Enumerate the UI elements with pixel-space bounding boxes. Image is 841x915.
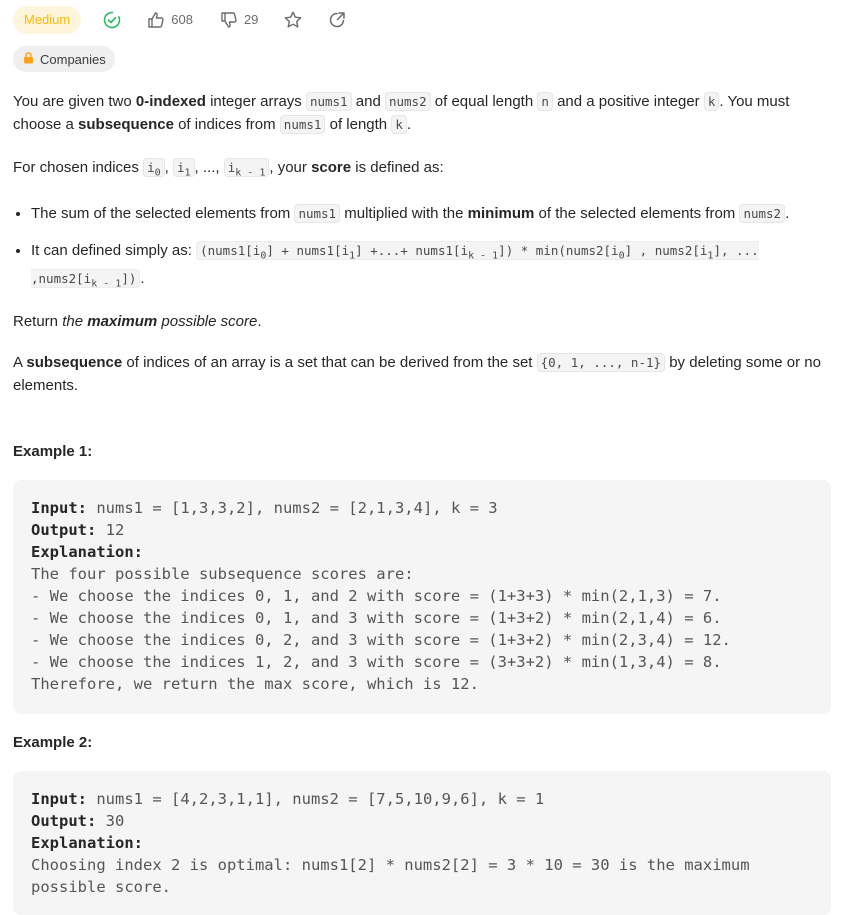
code-text: ] +...+ nums1[i — [355, 242, 469, 258]
star-icon — [283, 10, 303, 30]
example-output-line — [31, 810, 813, 832]
subscript: 1 — [349, 250, 356, 261]
companies-tag[interactable] — [13, 46, 115, 72]
code-text: ], ... ,nums2[i — [31, 242, 759, 286]
explanation-text: The four possible subsequence scores are: — [31, 565, 414, 583]
output-label: Output: — [31, 521, 97, 539]
inline-code — [143, 158, 165, 177]
list-item — [31, 202, 828, 225]
input-value: nums1 = [1,3,3,2], nums2 = [2,1,3,4], k = 3 — [87, 499, 498, 517]
text: and a positive integer — [552, 93, 704, 110]
explanation-text: - We choose the indices 0, 2, and 3 with score = (1+3+2) * min(2,3,4) = 12. — [31, 631, 731, 649]
text: A — [13, 353, 27, 371]
inline-code: k — [704, 92, 720, 111]
example-input-line — [31, 497, 813, 519]
text: of the selected elements from — [534, 204, 740, 222]
example-explanation-line — [31, 541, 813, 563]
code-text: i — [176, 160, 185, 175]
inline-code — [173, 158, 195, 177]
share-button[interactable] — [328, 11, 346, 29]
thumbs-up-icon — [147, 11, 165, 29]
score-definition-list — [13, 202, 828, 296]
indices-paragraph — [13, 156, 828, 185]
explanation-text: - We choose the indices 0, 1, and 3 with score = (1+3+2) * min(2,1,4) = 6. — [31, 609, 722, 627]
input-label: Input: — [31, 790, 87, 808]
text: by deleting some or no elements. — [13, 353, 821, 394]
text: . You must choose a — [13, 93, 790, 133]
text: is defined as: — [351, 159, 444, 176]
subsequence-definition — [13, 351, 828, 397]
text: For chosen indices — [13, 159, 144, 176]
emphasis: 0-indexed — [135, 93, 206, 110]
inline-code: nums2 — [385, 92, 431, 111]
explanation-label: Explanation: — [31, 834, 143, 852]
code-text: ] , nums2[i — [624, 242, 708, 258]
subscript: 0 — [260, 250, 267, 261]
explanation-text: - We choose the indices 0, 1, and 2 with score = (1+3+3) * min(2,1,3) = 7. — [31, 587, 722, 605]
inline-code: nums1 — [306, 92, 352, 111]
code-text: i — [147, 160, 155, 175]
text: and — [351, 93, 385, 110]
subscript: 1 — [184, 167, 191, 179]
explanation-text: - We choose the indices 1, 2, and 3 with score = (3+3+2) * min(1,3,4) = 8. — [31, 653, 722, 671]
input-label: Input: — [31, 499, 87, 517]
text: . — [785, 204, 790, 222]
intro-paragraph — [13, 90, 828, 136]
italic-text: the — [62, 312, 88, 330]
emphasis: minimum — [467, 204, 535, 222]
text: , your — [269, 159, 312, 176]
example-2-block — [13, 771, 831, 915]
list-item — [31, 239, 828, 296]
code-text: (nums1[i — [200, 242, 261, 258]
dislike-count: 29 — [243, 12, 259, 27]
companies-label: Companies — [40, 51, 106, 67]
subscript: k - 1 — [91, 278, 122, 290]
dislike-button[interactable] — [220, 11, 258, 29]
text: Return — [13, 312, 63, 330]
check-circle-icon — [103, 11, 121, 29]
explanation-label: Explanation: — [31, 543, 143, 561]
example-input-line — [31, 788, 813, 810]
example-output-line — [31, 519, 813, 541]
subscript: 1 — [707, 250, 714, 261]
text: integer arrays — [205, 93, 306, 110]
input-value: nums1 = [4,2,3,1,1], nums2 = [7,5,10,9,6], k = 1 — [87, 790, 545, 808]
return-paragraph — [13, 310, 828, 333]
inline-code: n — [537, 92, 553, 111]
emphasis: score — [311, 159, 352, 176]
problem-meta-bar — [13, 5, 346, 34]
text: The sum of the selected elements from — [31, 204, 295, 222]
lock-icon — [23, 52, 34, 67]
output-value: 30 — [96, 812, 125, 830]
text: of equal length — [430, 93, 538, 110]
thumbs-down-icon — [220, 11, 238, 29]
text: It can defined simply as: — [31, 241, 197, 259]
text: . — [257, 312, 262, 330]
code-text: ]) — [121, 271, 137, 286]
example-1-block — [13, 480, 831, 714]
text: , ..., — [194, 159, 224, 176]
difficulty-badge: Medium — [13, 6, 81, 34]
inline-code: {0, 1, ..., n-1} — [537, 353, 665, 372]
code-text: ] + nums1[i — [266, 242, 350, 258]
text: . — [406, 116, 412, 133]
text: . — [140, 270, 145, 287]
text: of indices from — [173, 116, 280, 133]
text: multiplied with the — [340, 204, 468, 222]
emphasis: maximum — [87, 312, 158, 330]
text: of length — [325, 116, 392, 133]
text: , — [164, 159, 173, 176]
subscript: 0 — [618, 250, 625, 261]
subscript: k - 1 — [468, 250, 499, 261]
like-button[interactable] — [147, 11, 193, 29]
inline-code — [224, 158, 270, 177]
code-text: ]) * min(nums2[i — [498, 242, 619, 258]
subscript: k - 1 — [235, 167, 266, 179]
subscript: 0 — [154, 167, 161, 179]
output-value: 12 — [96, 521, 125, 539]
text: You are given two — [13, 93, 136, 110]
explanation-text: Choosing index 2 is optimal: nums1[2] * nums2[2] = 3 * 10 = 30 is the maximum possible score. — [31, 856, 759, 896]
problem-statement — [13, 90, 828, 397]
text: of indices of an array is a set that can be derived from the set — [122, 353, 537, 371]
example-1-title: Example 1: — [13, 443, 93, 460]
explanation-text: Therefore, we return the max score, which is 12. — [31, 675, 479, 693]
emphasis: subsequence — [26, 353, 123, 371]
example-explanation-line — [31, 832, 813, 854]
code-text: i — [227, 160, 236, 175]
inline-code: k — [391, 115, 407, 134]
favorite-button[interactable] — [283, 10, 303, 30]
emphasis: subsequence — [78, 116, 174, 133]
like-count: 608 — [171, 12, 193, 27]
example-2-title: Example 2: — [13, 734, 93, 751]
inline-code: nums1 — [294, 204, 340, 223]
italic-text: possible score — [157, 312, 258, 330]
output-label: Output: — [31, 812, 97, 830]
inline-code: nums2 — [739, 204, 785, 223]
share-icon — [328, 11, 346, 29]
inline-code: nums1 — [280, 115, 326, 134]
